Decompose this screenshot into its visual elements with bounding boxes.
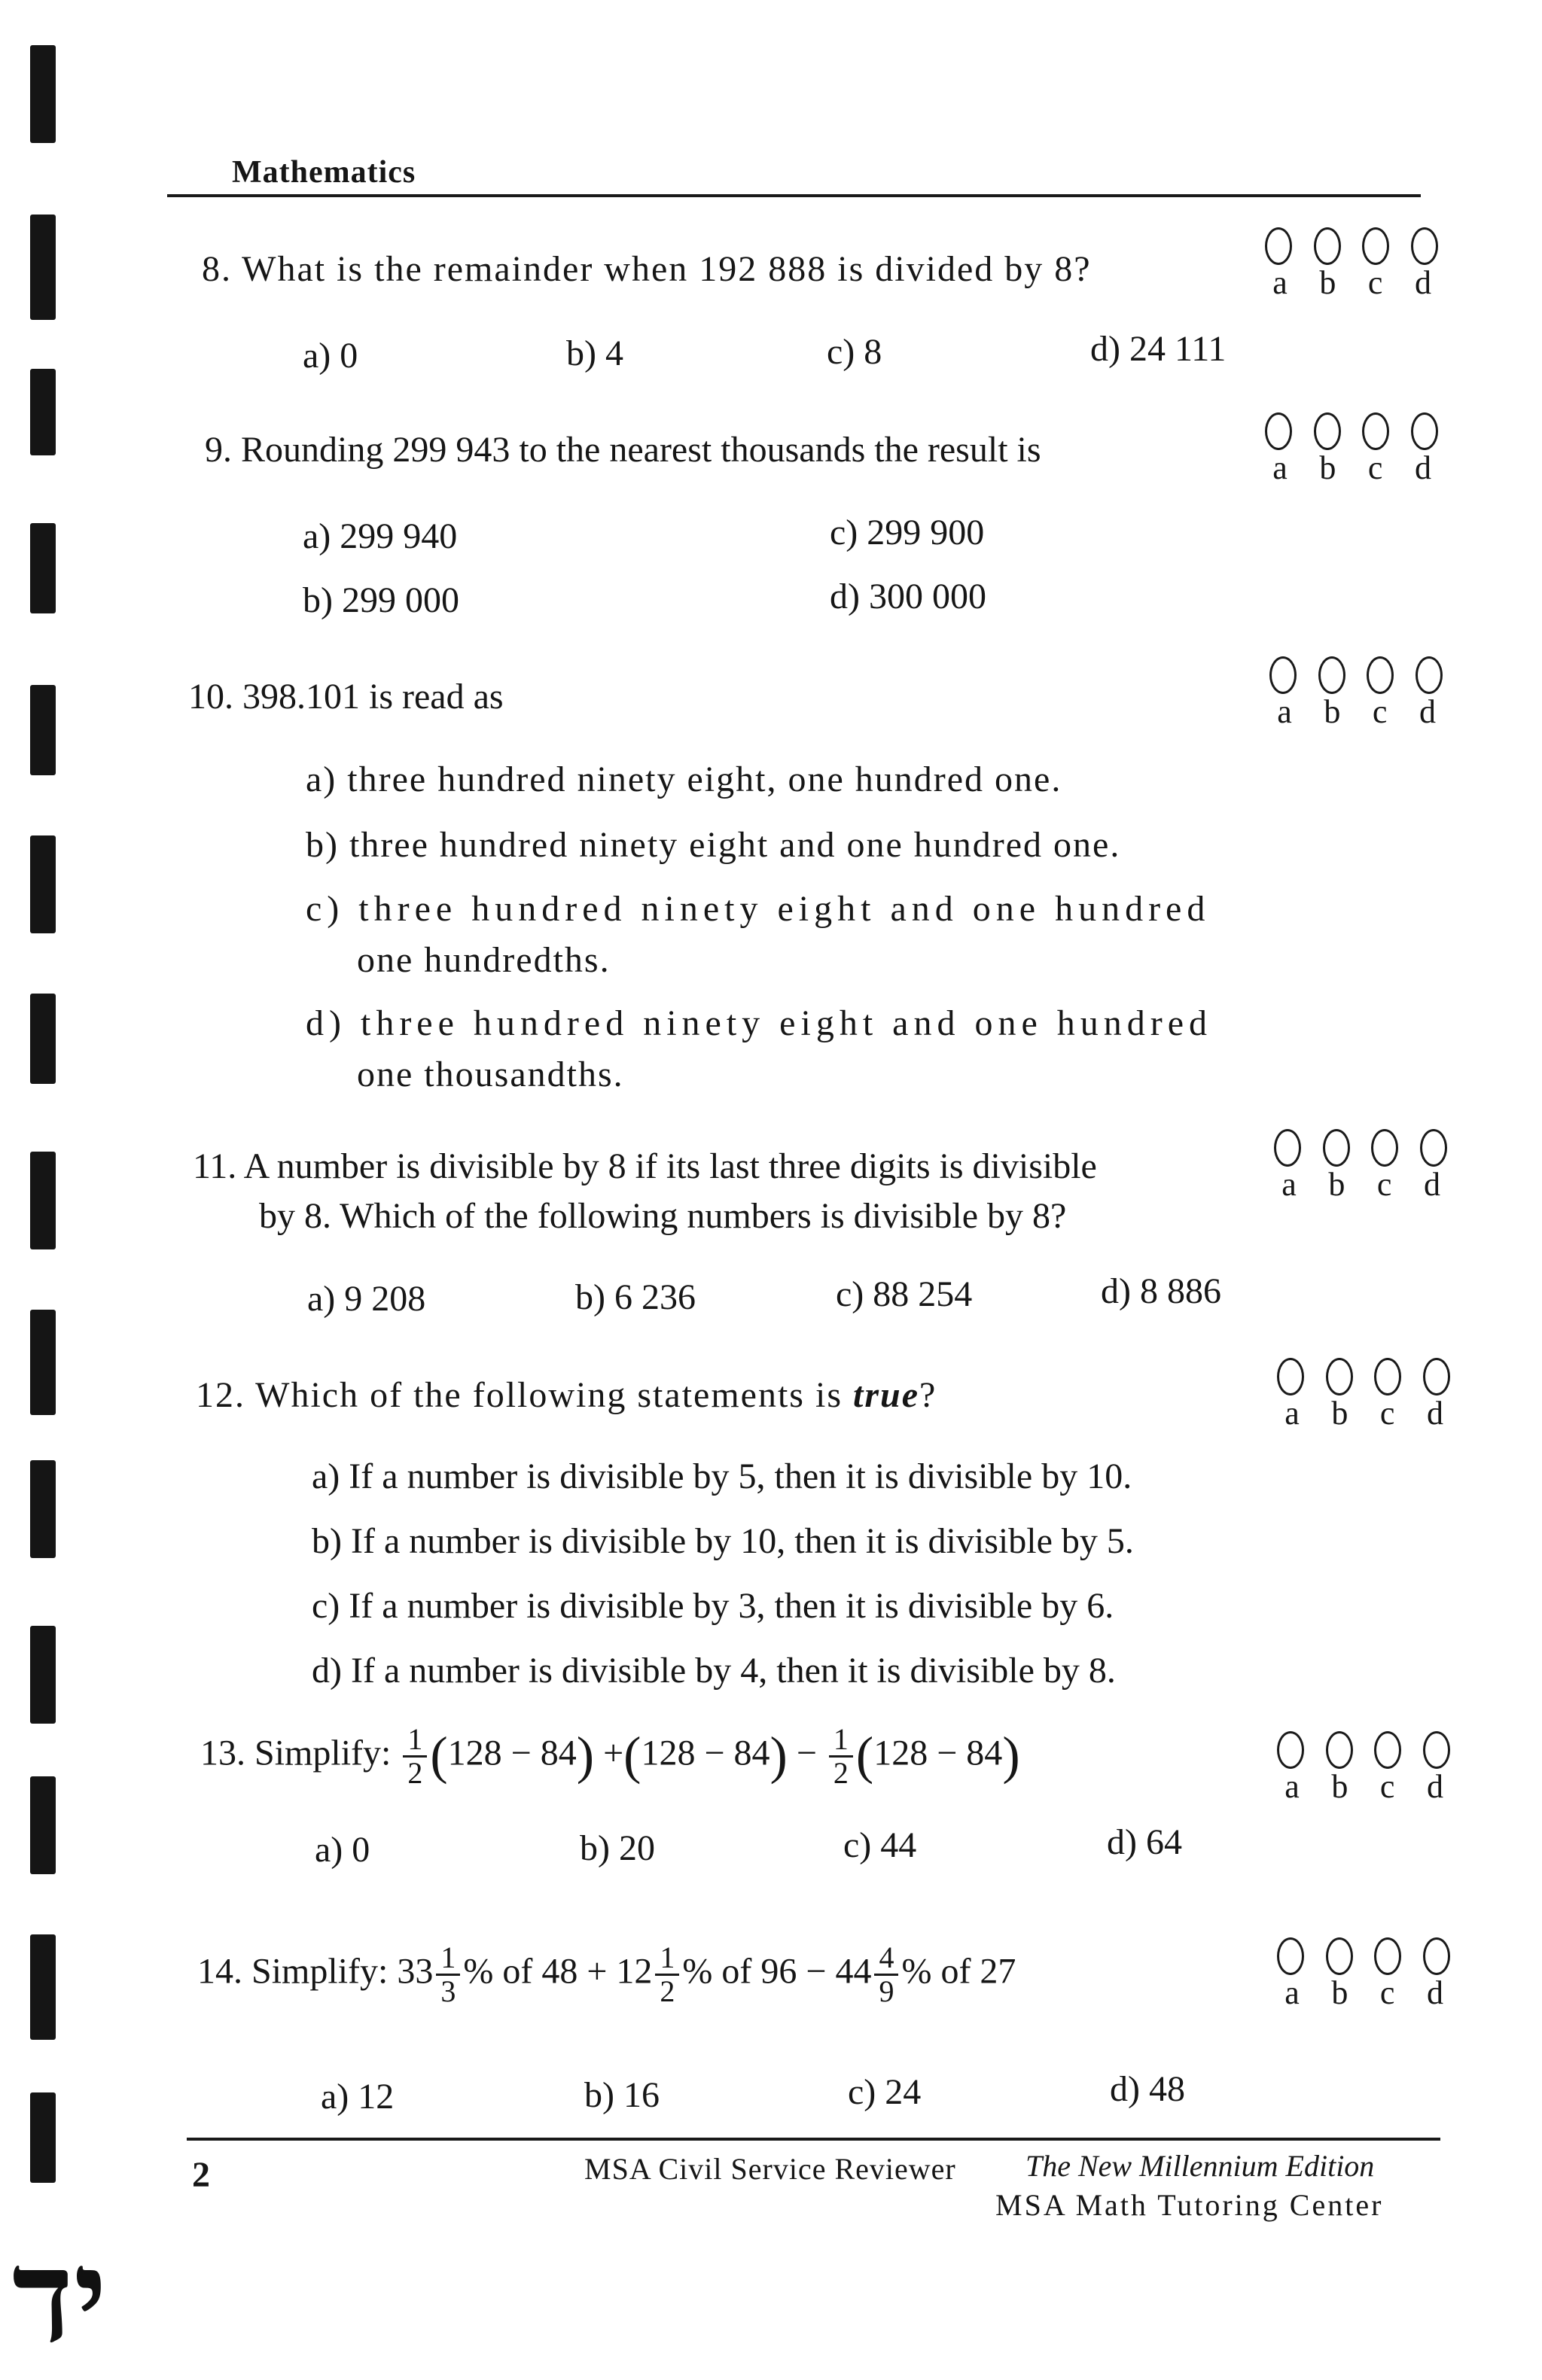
choice-letter: b [1319, 264, 1336, 301]
binding-mark [30, 45, 56, 143]
option-a: a) 299 940 [303, 516, 458, 556]
answer-bubble-b[interactable] [1323, 1129, 1350, 1167]
paren-expression: 128 − 84 [873, 1733, 1003, 1773]
corner-scan-mark: יד [12, 2227, 108, 2369]
mixed-number-whole: 12 [616, 1951, 653, 1992]
choice-letter: d [1423, 1166, 1440, 1203]
answer-bubble-c[interactable] [1374, 1731, 1401, 1769]
option-d-continued: one thousandths. [357, 1055, 624, 1094]
answer-bubbles-q10 [1269, 656, 1443, 729]
binding-mark [30, 835, 56, 933]
question-14 [197, 1942, 1016, 2007]
fraction: $\frac{1}{2}$ [655, 1942, 679, 2007]
question-text: Which of the following statements is [255, 1375, 853, 1415]
answer-bubble-d[interactable] [1423, 1731, 1450, 1769]
question-9 [205, 429, 1041, 470]
answer-bubble-c[interactable] [1374, 1358, 1401, 1395]
paren-expression: 128 − 84 [447, 1733, 577, 1773]
binding-mark [30, 1152, 56, 1249]
question-11-text-line2: by 8. Which of the following numbers is divisible by 8? [259, 1196, 1067, 1236]
answer-bubbles-q9 [1265, 412, 1438, 485]
answer-bubble-c[interactable] [1371, 1129, 1398, 1167]
answer-bubbles-q14 [1277, 1937, 1450, 2010]
choice-letter: c [1379, 1768, 1395, 1805]
fraction-half: $\frac{1}{2}$ [403, 1724, 427, 1789]
option-c: c) 24 [848, 2072, 922, 2112]
binding-mark [30, 1310, 56, 1415]
page-number: 2 [192, 2155, 210, 2195]
plus-sign: + [603, 1733, 624, 1773]
choice-letter: a [1281, 1166, 1297, 1203]
question-label: Simplify: [251, 1951, 389, 1992]
option-a: a) 9 208 [307, 1279, 426, 1319]
answer-bubble-c[interactable] [1362, 227, 1389, 265]
option-b: b) 299 000 [303, 580, 459, 620]
question-number: 14. [197, 1951, 242, 1992]
question-text: 398.101 is read as [242, 677, 504, 717]
choice-letter: d [1414, 449, 1431, 486]
option-d: d) 300 000 [830, 577, 986, 616]
answer-bubble-b[interactable] [1326, 1731, 1353, 1769]
option-d: d) 24 111 [1090, 329, 1227, 369]
answer-bubble-d[interactable] [1423, 1937, 1450, 1975]
question-number: 12. [196, 1375, 245, 1415]
answer-bubble-a[interactable] [1265, 227, 1292, 265]
option-d: d) 48 [1110, 2069, 1185, 2109]
question-10 [188, 676, 504, 717]
option-b: b) 6 236 [575, 1277, 696, 1317]
option-c: c) 88 254 [836, 1274, 973, 1314]
choice-letter: a [1284, 1974, 1300, 2011]
choice-letter: c [1367, 449, 1383, 486]
option-c: c) three hundred ninety eight and one hundred [306, 889, 1211, 929]
binding-mark [30, 215, 56, 320]
binding-mark [30, 1934, 56, 2040]
choice-letter: c [1372, 693, 1388, 730]
question-label: Simplify: [254, 1733, 392, 1773]
binding-mark [30, 994, 56, 1084]
option-c: c) 44 [843, 1825, 917, 1865]
choice-letter: b [1331, 1395, 1348, 1432]
answer-bubble-d[interactable] [1416, 656, 1443, 694]
question-text: A number is divisible by 8 if its last three digits is divisible [243, 1146, 1097, 1186]
question-text-end: ? [919, 1375, 937, 1415]
answer-bubble-a[interactable] [1265, 412, 1292, 450]
binding-mark [30, 1460, 56, 1558]
option-a: a) If a number is divisible by 5, then it is divisible by 10. [312, 1456, 1132, 1496]
option-c: c) 8 [827, 332, 882, 372]
binding-mark [30, 369, 56, 455]
option-a: a) three hundred ninety eight, one hundred one. [306, 759, 1062, 799]
question-8 [202, 248, 1092, 290]
option-d: d) If a number is divisible by 4, then it is divisible by 8. [312, 1651, 1116, 1691]
minus-sign: − [796, 1733, 817, 1773]
option-b: b) 20 [580, 1828, 655, 1868]
choice-letter: a [1272, 264, 1288, 301]
mixed-number-whole: 33 [397, 1951, 434, 1992]
choice-letter: b [1331, 1768, 1348, 1805]
binding-mark [30, 1776, 56, 1874]
binding-mark [30, 2092, 56, 2183]
answer-bubble-d[interactable] [1411, 412, 1438, 450]
header-rule [167, 194, 1421, 197]
footer-edition: The New Millennium Edition [1025, 2149, 1375, 2183]
choice-letter: c [1367, 264, 1383, 301]
binding-mark [30, 685, 56, 775]
choice-letter: d [1426, 1768, 1443, 1805]
answer-bubble-d[interactable] [1420, 1129, 1447, 1167]
choice-letter: c [1379, 1395, 1395, 1432]
option-a: a) 12 [321, 2077, 395, 2117]
footer-rule [187, 2138, 1440, 2141]
question-13: 13. Simplify: $\frac{1}{2}$ (128 − 84) +(128 − 84) − $\frac{1}{2}$ (128 − 84) [200, 1722, 1020, 1790]
option-b: b) If a number is divisible by 10, then it is divisible by 5. [312, 1521, 1134, 1561]
answer-bubble-c[interactable] [1374, 1937, 1401, 1975]
question-number: 11. [193, 1146, 237, 1186]
question-number: 8. [202, 249, 232, 289]
choice-letter: d [1414, 264, 1431, 301]
fraction: $\frac{1}{3}$ [436, 1942, 460, 2007]
option-c-continued: one hundredths. [357, 940, 611, 980]
answer-bubbles-q12 [1277, 1358, 1450, 1430]
answer-bubble-a[interactable] [1277, 1731, 1304, 1769]
choice-letter: a [1272, 449, 1288, 486]
question-text: What is the remainder when 192 888 is divided by 8? [242, 249, 1092, 289]
option-c: c) If a number is divisible by 3, then it is divisible by 6. [312, 1586, 1114, 1626]
expression-text: % of 27 [901, 1951, 1016, 1992]
emphasis-word: true [853, 1375, 920, 1415]
answer-bubble-b[interactable] [1314, 412, 1341, 450]
option-a: a) 0 [303, 336, 358, 376]
option-b: b) 16 [584, 2075, 660, 2115]
footer-publisher: MSA Math Tutoring Center [995, 2188, 1384, 2222]
choice-letter: a [1284, 1768, 1300, 1805]
answer-bubble-b[interactable] [1314, 227, 1341, 265]
answer-bubble-b[interactable] [1318, 656, 1345, 694]
option-c: c) 299 900 [830, 513, 985, 552]
option-d: d) three hundred ninety eight and one hundred [306, 1003, 1213, 1043]
answer-bubble-a[interactable] [1269, 656, 1297, 694]
answer-bubble-b[interactable] [1326, 1937, 1353, 1975]
footer-book-title: MSA Civil Service Reviewer [584, 2152, 956, 2186]
answer-bubble-d[interactable] [1411, 227, 1438, 265]
choice-letter: b [1324, 693, 1341, 730]
question-number: 10. [188, 677, 233, 717]
answer-bubbles-q8 [1265, 227, 1438, 300]
answer-bubble-c[interactable] [1362, 412, 1389, 450]
mixed-number-whole: 44 [835, 1951, 872, 1992]
fraction: $\frac{4}{9}$ [874, 1942, 898, 2007]
answer-bubbles-q13 [1277, 1731, 1450, 1803]
answer-bubble-d[interactable] [1423, 1358, 1450, 1395]
choice-letter: d [1419, 693, 1436, 730]
answer-bubble-a[interactable] [1274, 1129, 1301, 1167]
choice-letter: d [1426, 1974, 1443, 2011]
choice-letter: c [1376, 1166, 1392, 1203]
answer-bubbles-q11 [1274, 1129, 1447, 1201]
question-number: 13. [200, 1733, 245, 1773]
option-b: b) three hundred ninety eight and one hundred one. [306, 825, 1121, 865]
answer-bubble-b[interactable] [1326, 1358, 1353, 1395]
option-d: d) 64 [1107, 1822, 1182, 1862]
binding-mark [30, 1626, 56, 1724]
paren-expression: 128 − 84 [641, 1733, 770, 1773]
answer-bubble-a[interactable] [1277, 1937, 1304, 1975]
expression-text: % of 96 − [682, 1951, 827, 1992]
answer-bubble-c[interactable] [1367, 656, 1394, 694]
expression-text: % of 48 + [463, 1951, 608, 1992]
fraction-half: $\frac{1}{2}$ [829, 1724, 853, 1789]
question-number: 9. [205, 430, 232, 470]
question-11 [193, 1146, 1097, 1187]
choice-letter: d [1426, 1395, 1443, 1432]
option-b: b) 4 [566, 333, 623, 373]
choice-letter: b [1319, 449, 1336, 486]
question-12 [196, 1374, 937, 1416]
option-a: a) 0 [315, 1830, 370, 1870]
answer-bubble-a[interactable] [1277, 1358, 1304, 1395]
choice-letter: c [1379, 1974, 1395, 2011]
choice-letter: a [1284, 1395, 1300, 1432]
page-header-title: Mathematics [232, 155, 416, 190]
choice-letter: a [1277, 693, 1292, 730]
option-d: d) 8 886 [1101, 1271, 1221, 1311]
binding-mark [30, 523, 56, 613]
choice-letter: b [1331, 1974, 1348, 2011]
choice-letter: b [1328, 1166, 1345, 1203]
question-text: Rounding 299 943 to the nearest thousands the result is [241, 430, 1041, 470]
